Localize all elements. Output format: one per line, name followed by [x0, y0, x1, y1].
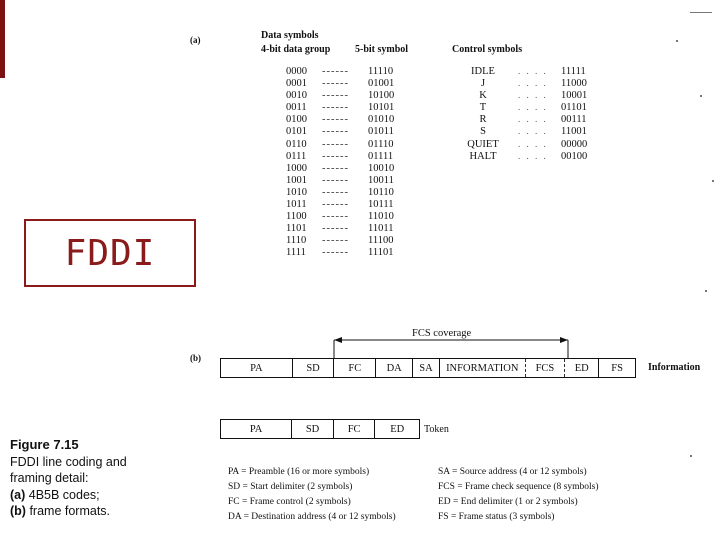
table-row: J . . . . 11000: [458, 78, 678, 90]
scan-artifact: [705, 290, 707, 292]
table-row: 1011 ------ 10111: [286, 199, 394, 211]
data-group: 0011: [286, 102, 307, 114]
table-row: 1111 ------ 11101: [286, 247, 394, 259]
figure-caption: [10, 437, 185, 520]
data-symbol: 10011: [368, 174, 394, 186]
information-frame-label: Information: [648, 362, 701, 373]
table-row: S . . . . 11001: [458, 126, 678, 138]
frame-field-ed: ED: [565, 359, 599, 377]
fcs-coverage-label: FCS coverage: [412, 328, 472, 339]
legend-left: [228, 465, 396, 525]
frame-field-sa: SA: [413, 359, 440, 377]
legend-item: SD = Start delimiter (2 symbols): [228, 482, 353, 492]
table-row: R . . . . 00111: [458, 114, 678, 126]
data-symbol: 11011: [368, 223, 394, 235]
col-4bit-header: 4-bit data group: [261, 44, 331, 55]
token-field-pa: PA: [221, 420, 292, 438]
control-name: IDLE: [471, 66, 495, 77]
caption-part-a-text: 4B5B codes;: [25, 487, 100, 502]
caption-line: FDDI line coding and: [10, 454, 127, 469]
data-group: 0110: [286, 138, 307, 150]
slide-title: FDDI: [24, 219, 196, 287]
control-code: 11000: [561, 78, 587, 90]
data-symbol: 01011: [368, 126, 394, 138]
control-code: 11111: [561, 66, 586, 77]
data-group: 0101: [286, 126, 307, 138]
control-name: QUIET: [467, 138, 499, 150]
control-name: K: [479, 90, 487, 102]
table-row: 0011 ------ 10101: [286, 102, 395, 114]
col-5bit-header: 5-bit symbol: [355, 44, 409, 55]
control-code: 01101: [561, 102, 587, 114]
table-row: QUIET . . . . 00000: [458, 139, 678, 151]
data-group: 1111: [286, 247, 306, 259]
data-group: 1110: [286, 235, 307, 247]
control-symbols-header: Control symbols: [452, 44, 523, 55]
caption-line: framing detail:: [10, 471, 89, 485]
caption-part-b-text: frame formats.: [25, 504, 111, 518]
data-symbol: 11010: [368, 211, 394, 223]
table-row: 0111 ------ 01111: [286, 150, 394, 162]
part-b-label: (b): [190, 353, 201, 363]
legend-item: FS = Frame status (3 symbols): [438, 512, 555, 522]
caption-line: [10, 487, 185, 504]
frame-field-fs: FS: [611, 362, 623, 374]
control-code: 10001: [561, 90, 588, 102]
data-symbol: 01110: [368, 138, 394, 150]
data-group: 0111: [286, 150, 307, 162]
token-field-fc: FC: [334, 420, 376, 438]
data-symbol: 01010: [368, 114, 395, 126]
table-row: 1000 ------ 10010: [286, 162, 395, 174]
data-symbol: 10101: [368, 102, 395, 114]
table-row: HALT . . . . 00100: [458, 151, 678, 163]
data-group: 1100: [286, 211, 307, 223]
token-field-ed: ED: [390, 423, 405, 435]
control-code: 00100: [561, 150, 588, 162]
control-name: R: [479, 114, 487, 126]
token-frame: [220, 419, 420, 439]
frame-field-pa: PA: [221, 359, 293, 377]
data-group: 1010: [286, 186, 307, 198]
data-symbol: 10111: [368, 199, 394, 211]
data-group: 1011: [286, 199, 307, 211]
frame-field-da: DA: [376, 359, 413, 377]
table-row: 0010 ------ 10100: [286, 90, 395, 102]
control-name: HALT: [469, 150, 497, 162]
data-group: 1001: [286, 174, 307, 186]
data-group: 0100: [286, 114, 307, 126]
data-symbol: 11101: [368, 247, 394, 259]
frame-field-sd: SD: [293, 359, 335, 377]
table-row: 0110 ------ 01110: [286, 138, 394, 150]
table-row: 1101 ------ 11011: [286, 223, 394, 235]
data-symbols-table: [286, 66, 486, 260]
part-a-label: (a): [190, 35, 201, 45]
legend-item: FC = Frame control (2 symbols): [228, 497, 351, 507]
legend-right: [438, 465, 599, 525]
data-group: 1101: [286, 223, 307, 235]
table-row: T . . . . 01101: [458, 102, 678, 114]
data-group: 0001: [286, 78, 307, 90]
scan-artifact: [690, 455, 692, 457]
table-row: IDLE . . . . 11111: [458, 66, 678, 78]
data-symbol: 10010: [368, 162, 395, 174]
data-symbol: 10110: [368, 186, 394, 198]
control-name: T: [479, 102, 487, 114]
control-code: 11001: [561, 126, 587, 138]
data-group: 0010: [286, 90, 307, 102]
data-group: 1000: [286, 162, 307, 174]
control-name: J: [480, 78, 486, 90]
token-field-sd: SD: [292, 420, 334, 438]
data-symbol: 11100: [368, 235, 394, 247]
legend-item: SA = Source address (4 or 12 symbols): [438, 467, 587, 477]
data-symbol: 01111: [368, 150, 394, 162]
table-row: 0001 ------ 01001: [286, 78, 395, 90]
control-symbols-table: [458, 66, 678, 163]
table-row: K . . . . 10001: [458, 90, 678, 102]
figure-number: Figure 7.15: [10, 437, 79, 452]
data-symbol: 11110: [368, 66, 394, 77]
table-row: 0000 ------ 11110: [286, 66, 394, 77]
data-symbol: 10100: [368, 90, 395, 102]
token-frame-label: Token: [424, 424, 449, 435]
legend-item: DA = Destination address (4 or 12 symbols): [228, 512, 396, 522]
table-row: 1100 ------ 11010: [286, 211, 394, 223]
frame-field-information: INFORMATION: [440, 359, 526, 377]
caption-part-a: (a): [10, 487, 26, 502]
table-row: 1110 ------ 11100: [286, 235, 394, 247]
scan-artifact: [690, 12, 712, 13]
table-row: 1001 ------ 10011: [286, 174, 394, 186]
control-code: 00000: [561, 138, 588, 150]
control-code: 00111: [561, 114, 587, 126]
information-frame: [220, 358, 636, 378]
control-name: S: [480, 126, 486, 138]
table-row: 0101 ------ 01011: [286, 126, 394, 138]
table-row: 1010 ------ 10110: [286, 186, 394, 198]
caption-line: [10, 503, 185, 520]
scan-artifact: [700, 95, 702, 97]
scan-artifact: [676, 40, 678, 42]
scan-artifact: [712, 180, 714, 182]
data-symbols-header: Data symbols: [261, 30, 319, 41]
caption-part-b: (b): [10, 504, 26, 518]
slide-accent-bar: [0, 0, 5, 78]
frame-field-fc: FC: [334, 359, 376, 377]
data-symbol: 01001: [368, 78, 395, 90]
table-row: 0100 ------ 01010: [286, 114, 395, 126]
legend-item: PA = Preamble (16 or more symbols): [228, 467, 370, 477]
frame-field-fcs: FCS: [526, 359, 566, 377]
legend-item: ED = End delimiter (1 or 2 symbols): [438, 497, 578, 507]
legend-item: FCS = Frame check sequence (8 symbols): [438, 482, 599, 492]
data-group: 0000: [286, 66, 307, 77]
